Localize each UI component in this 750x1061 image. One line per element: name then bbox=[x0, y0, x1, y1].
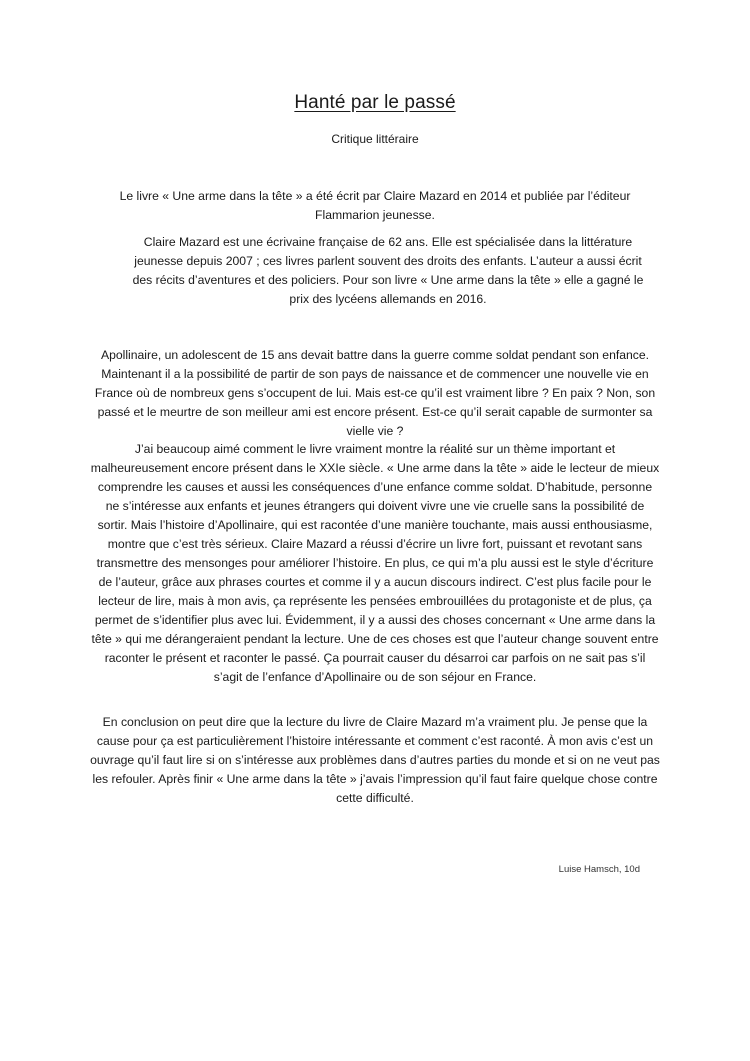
paragraph-summary: Apollinaire, un adolescent de 15 ans devait battre dans la guerre comme soldat pendant son enfance. Maintenant il a la possibilité de partir de son pays de naissance et de commencer une nouvelle vie en France où de nombreux gens s’occupent de lui. Mais est-ce qu’il est vraiment libre ? En paix ? Non, son passé et le meurtre de son meilleur ami est encore présent. Est-ce qu’il serait capable de surmonter sa vielle vie ? bbox=[94, 348, 656, 438]
document-title: Hanté par le passé bbox=[294, 92, 456, 113]
paragraph-publication-info: Le livre « Une arme dans la tête » a été écrit par Claire Mazard en 2014 et publiée par l’éditeur Flammarion jeunesse. bbox=[119, 189, 631, 222]
author-signature: Luise Hamsch, 10d bbox=[558, 864, 640, 875]
paragraph-conclusion: En conclusion on peut dire que la lecture du livre de Claire Mazard m’a vraiment plu. Je pense que la cause pour ça est particulièrement l’histoire intéressante et comment c’est raconté. À mon avis c’est un ouvrage qu’il faut lire si on s’intéresse aux problèmes dans d’autres parties du monde et si on ne veut pas les refouler. Après finir « Une arme dans la tête » j’avais l’impression qu’il faut faire quelque chose contre cette difficulté. bbox=[90, 715, 660, 805]
paragraph-author-bio: Claire Mazard est une écrivaine française de 62 ans. Elle est spécialisée dans la littérature jeunesse depuis 2007 ; ces livres parlent souvent des droits des enfants. L’auteur a aussi écrit des récits d’aventures et des policiers. Pour son livre « Une arme dans la tête » elle a gagné le prix des lycéens allemands en 2016. bbox=[132, 235, 644, 306]
paragraph-opinion: J’ai beaucoup aimé comment le livre vraiment montre la réalité sur un thème important et malheureusement encore présent dans le XXIe siècle. « Une arme dans la tête » aide le lecteur de mieux comprendre les causes et aussi les conséquences d’une enfance comme soldat. D’habitude, personne ne s’intéresse aux enfants et jeunes étrangers qui doivent vivre une vie cruelle sans la possibilité de sortir. Mais l’histoire d’Apollinaire, qui est racontée d’une manière touchante, mais aussi enthousiasme, montre que c’est très sérieux. Claire Mazard a réussi d’écrire un livre fort, puissant et revotant sans transmettre des mensonges pour améliorer l’histoire. En plus, ce qui m’a plu aussi est le style d’écriture de l’auteur, grâce aux phrases courtes et comme il y a aucun discours indirect. C’est plus facile pour le lecteur de lire, mais à mon avis, ça représente les pensées embrouillées du protagoniste et de plus, ça permet de s’identifier plus avec lui. Évidemment, il y a aussi des choses concernant « Une arme dans la tête » qui me dérangeraient pendant la lecture. Une de ces choses est que l’auteur change souvent entre raconter le présent et raconter le passé. Ça pourrait causer du désarroi car parfois on ne sait pas s’il s’agit de l’enfance d’Apollinaire ou de son séjour en France. bbox=[90, 442, 660, 684]
document-subtitle: Critique littéraire bbox=[331, 132, 419, 146]
